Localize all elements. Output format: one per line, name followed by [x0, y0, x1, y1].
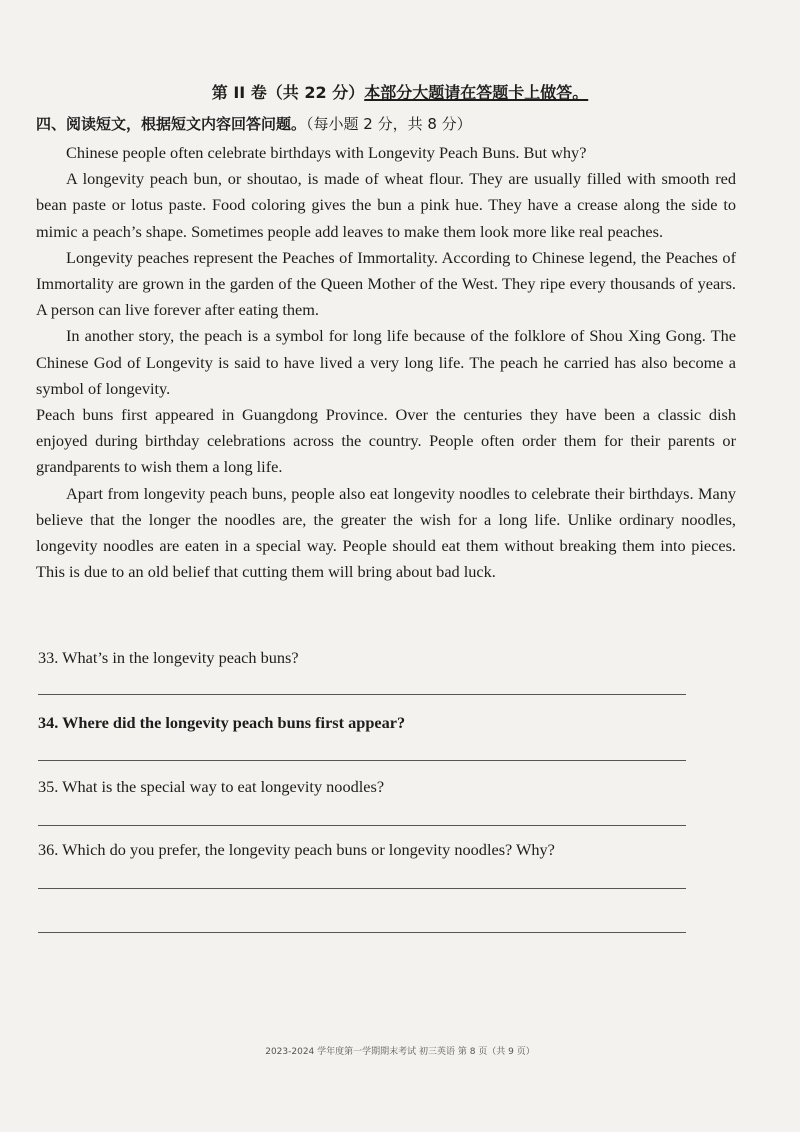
passage-paragraph: Apart from longevity peach buns, people also eat longevity noodles to celebrate their birthdays. Many believe that the longer the noodles are, the greater the wish for a long life. Unlike ordinary noodles, longevity noodles are eaten in a special way. People should eat them without breaking them into pieces. This is due to an old belief that cutting them will bring about bad luck.: [36, 483, 736, 582]
question-35: 35. What is the special way to eat longevity noodles?: [38, 777, 385, 796]
section-heading: 四、阅读短文，根据短文内容回答问题。: [36, 115, 307, 133]
question-36: 36. Which do you prefer, the longevity peach buns or longevity noodles? Why?: [38, 840, 555, 859]
passage-paragraph: In another story, the peach is a symbol for long life because of the folklore of Shou Xing Gong. The Chinese God of Longevity is said to have lived a very long life. The peach he carried has also become a symbol of longevity.: [36, 326, 736, 398]
answer-line-35[interactable]: [38, 825, 686, 826]
question-34: 34. Where did the longevity peach buns first appear?: [38, 713, 406, 732]
answer-line-36a[interactable]: [38, 888, 686, 889]
page-footer: 2023-2024 学年度第一学期期末考试 初三英语 第 8 页（共 9 页）: [265, 1047, 535, 1057]
part-title-prefix: 第 II 卷（共 22 分）: [211, 83, 365, 102]
passage-paragraph: A longevity peach bun, or shoutao, is made of wheat flour. They are usually filled with smooth red bean paste or lotus paste. Food coloring gives the bun a pink hue. They have a crease along the side to mimic a peach’s shape. Sometimes people add leaves to make them look more like real peaches.: [36, 169, 736, 241]
part-title: [0, 80, 800, 103]
passage-paragraph: Longevity peaches represent the Peaches of Immortality. According to Chinese legend, the Peaches of Immortality are grown in the garden of the Queen Mother of the West. They ripe every thousands of years. A person can live forever after eating them.: [36, 247, 736, 320]
part-title-instruction: 本部分大题请在答题卡上做答。: [364, 83, 589, 102]
question-33: 33. What’s in the longevity peach buns?: [38, 648, 299, 667]
section-title: [36, 113, 472, 134]
answer-line-34[interactable]: [38, 760, 686, 761]
section-score-note: （每小题 2 分，共 8 分）: [306, 115, 472, 133]
passage-paragraph: Chinese people often celebrate birthdays with Longevity Peach Buns. But why?: [66, 143, 587, 162]
answer-line-36b[interactable]: [38, 932, 686, 933]
reading-passage: [36, 140, 736, 585]
passage-paragraph: Peach buns first appeared in Guangdong Province. Over the centuries they have been a classic dish enjoyed during birthday celebrations across the country. People often order them for their parents or grandparents to wish them a long life.: [36, 405, 736, 477]
answer-line-33[interactable]: [38, 694, 686, 695]
